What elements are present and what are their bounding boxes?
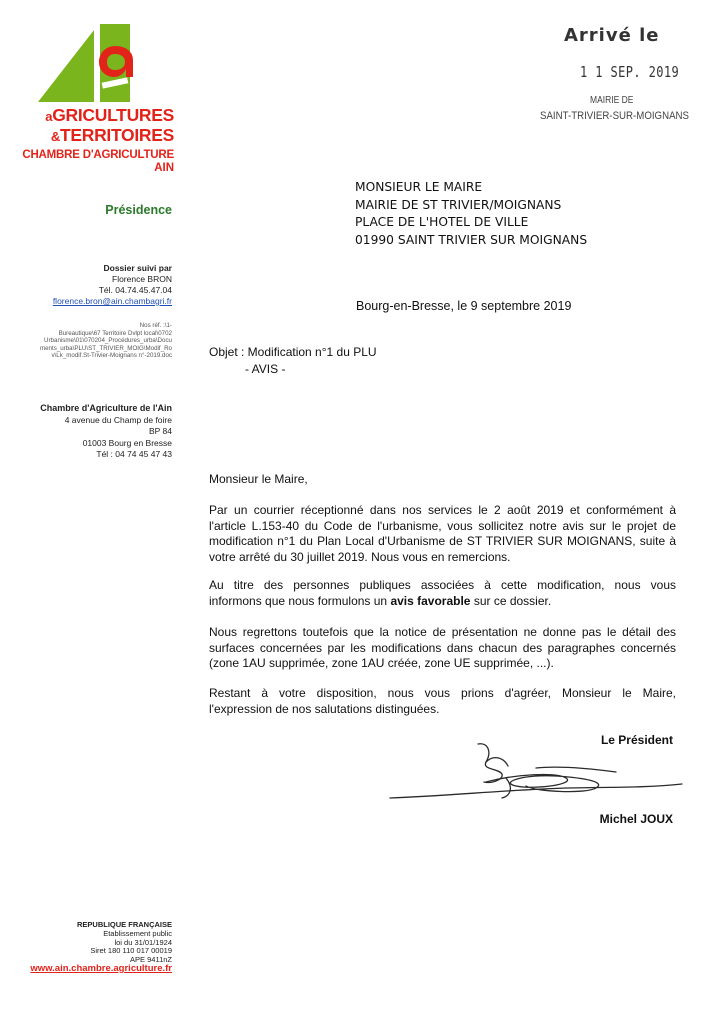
- body-line: (zone 1AU supprimée, zone 1AU créée, zone UE supprimée, ...).: [209, 656, 554, 670]
- brand-line-territoires: [20, 126, 174, 146]
- dossier-title: Dossier suivi par: [103, 263, 172, 273]
- handwritten-signature: [386, 738, 686, 818]
- dossier-block: [53, 263, 172, 307]
- footer-loi: loi du 31/01/1924: [114, 937, 172, 947]
- reference-line: Nos réf. :\1-: [139, 322, 172, 329]
- body-line: votre arrêté du 30 juillet 2019. Nous vous en remercions.: [209, 549, 511, 564]
- recipient-line: MAIRIE DE ST TRIVIER/MOIGNANS: [355, 196, 562, 212]
- dossier-tel: Tél. 04.74.45.47.04: [98, 285, 172, 295]
- footer-ape: APE 9411nZ: [130, 955, 172, 965]
- body-line: Restant à votre disposition, nous vous prions d'agréer, Monsieur le Maire,: [209, 686, 676, 700]
- body-line: Nous regrettons toutefois que la notice de présentation ne donne pas le détail des: [209, 625, 676, 639]
- reference-line: Urbanisme\01\070204_Procédures_urba\Docu: [44, 337, 172, 345]
- brand-line-agricultures: [20, 106, 174, 126]
- chamber-address-city: 01003 Bourg en Bresse: [82, 437, 172, 448]
- footer-republic: REPUBLIQUE FRANÇAISE: [76, 920, 172, 929]
- brand-prefix-ampersand: &: [50, 129, 60, 144]
- brand-text-territoires: TERRITOIRES: [59, 125, 174, 145]
- stamp-date: 1 1 SEP. 2019: [580, 63, 680, 81]
- chamber-address-tel: Tél : 04 74 45 47 43: [96, 449, 172, 459]
- body-line: [209, 594, 676, 610]
- recipient-line: 01990 SAINT TRIVIER SUR MOIGNANS: [355, 231, 588, 247]
- stamp-arrive: Arrivé le: [564, 25, 660, 46]
- body-paragraph-2: [209, 578, 676, 609]
- footer-legal: [30, 921, 172, 974]
- brand-text-agricultures: GRICULTURES: [52, 105, 174, 125]
- presidence-label: Présidence: [105, 203, 172, 217]
- footer-etablissement: Etablissement public: [103, 928, 172, 938]
- brand-chamber-name: CHAMBRE D'AGRICULTURE: [22, 149, 174, 161]
- signatory-name: Michel JOUX: [599, 812, 673, 826]
- body-paragraph-3: [209, 625, 676, 672]
- letter-subject: Objet : Modification n°1 du PLU: [209, 345, 377, 359]
- brand-prefix-a: a: [45, 109, 53, 124]
- body-line: modification n°1 du Plan Local d'Urbanisme de ST TRIVIER SUR MOIGNANS, suite à: [209, 534, 676, 548]
- body-line: l'expression de nos salutations distinguées.: [209, 701, 440, 716]
- salutation: Monsieur le Maire,: [209, 472, 308, 486]
- recipient-line: MONSIEUR LE MAIRE: [355, 179, 483, 194]
- body-text-segment: informons que nous formulons un: [209, 593, 391, 608]
- body-line: Au titre des personnes publiques associées à cette modification, nous vous: [209, 578, 676, 592]
- dossier-name: Florence BRON: [112, 274, 172, 284]
- letter-subject-avis: - AVIS -: [245, 362, 286, 376]
- body-line: Par un courrier réceptionné dans nos services le 2 août 2019 et conformément à: [209, 503, 676, 517]
- chamber-logo-mark: [36, 22, 136, 104]
- footer-siret: Siret 180 110 017 00019: [90, 946, 172, 956]
- logo-green-triangle: [38, 30, 94, 102]
- brand-department: AIN: [154, 162, 174, 174]
- chamber-address-street: 4 avenue du Champ de foire: [64, 414, 172, 425]
- body-line: surfaces concernées par les modifications dans chacun des paragraphes concernés: [209, 640, 676, 655]
- body-paragraph-4: [209, 686, 676, 717]
- stamp-commune: SAINT-TRIVIER-SUR-MOIGNANS: [540, 110, 689, 122]
- recipient-line: PLACE DE L'HOTEL DE VILLE: [355, 214, 529, 229]
- recipient-address: [355, 178, 587, 248]
- reference-line: Bureautique\67 Territoire Dvlpt local\0702: [58, 329, 172, 337]
- reference-block: [40, 322, 172, 360]
- stamp-mairie: MAIRIE DE: [590, 95, 634, 106]
- signatory-title: Le Président: [600, 733, 673, 747]
- chamber-address-name: Chambre d'Agriculture de l'Ain: [40, 403, 172, 413]
- place-and-date: Bourg-en-Bresse, le 9 septembre 2019: [356, 299, 572, 313]
- chamber-address: [40, 403, 172, 461]
- body-line: l'article L.153-40 du Code de l'urbanisme, vous sollicitez notre avis sur le projet de: [209, 518, 676, 533]
- footer-website-link[interactable]: www.ain.chambre.agriculture.fr: [30, 962, 172, 974]
- body-paragraph-1: [209, 503, 676, 565]
- reference-line: ments_urba\PLU\ST_TRIVIER_MOIG\Modif_Ro: [39, 344, 172, 352]
- avis-favorable-emphasis: avis favorable: [390, 593, 471, 608]
- reference-line: v\Lk_modif.St-Trivier-Moignans n°-2019.doc: [51, 352, 172, 360]
- dossier-email-link[interactable]: florence.bron@ain.chambagri.fr: [52, 296, 172, 306]
- chamber-address-bp: BP 84: [148, 426, 172, 436]
- body-text-segment: sur ce dossier.: [470, 593, 552, 608]
- brand-wordmark: [20, 106, 174, 175]
